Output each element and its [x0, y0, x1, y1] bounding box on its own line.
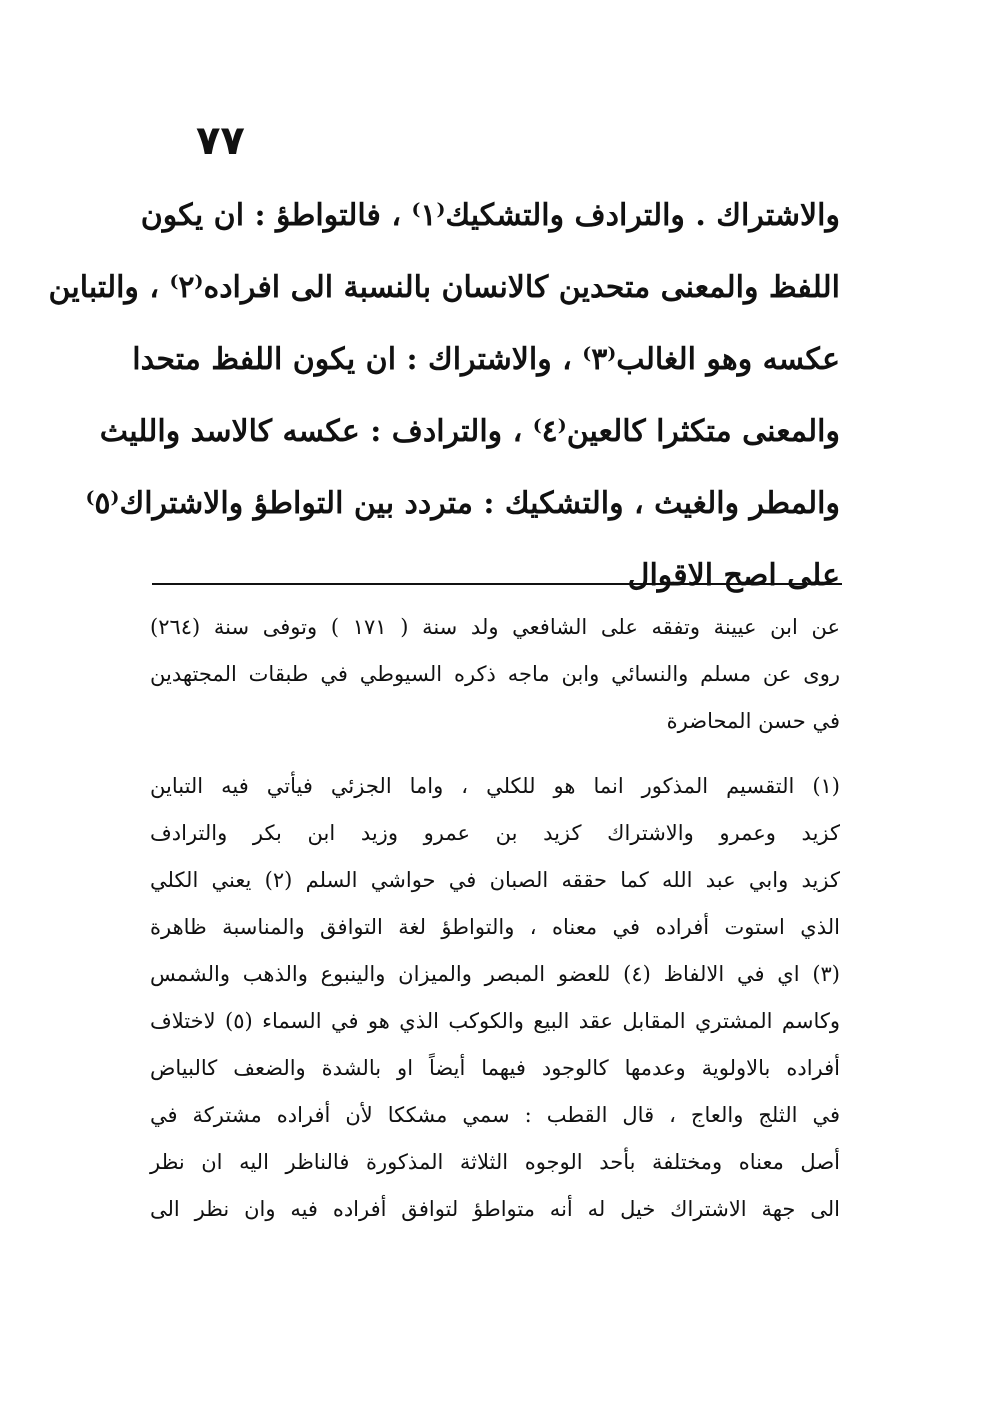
footnote-line: الذي استوت أفراده في معناه ، والتواطؤ لغة التوافق والمناسبة ظاهرة: [150, 915, 840, 939]
footnote-line: أفراده بالاولوية وعدمها كالوجود فيهما أيضاً او بالشدة والضعف كالبياض: [150, 1056, 840, 1080]
main-text: [48, 180, 840, 612]
main-text-line: والاشتراك . والترادف والتشكيك⁽١⁾ ، فالتواطؤ : ان يكون: [140, 198, 840, 233]
footnote-line: أصل معناه ومختلفة بأحد الوجوه الثلاثة المذكورة فالناظر اليه ان نظر: [150, 1150, 840, 1174]
footnote-line: في الثلج والعاج ، قال القطب : سمي مشككا لأن أفراده مشتركة في: [150, 1103, 840, 1127]
footnotes: [150, 604, 840, 1233]
main-text-line: عكسه وهو الغالب⁽٣⁾ ، والاشتراك : ان يكون اللفظ متحدا: [132, 342, 840, 377]
main-text-line: والمطر والغيث ، والتشكيك : متردد بين التواطؤ والاشتراك⁽٥⁾: [85, 486, 840, 521]
footnote-line: (١) التقسيم المذكور انما هو للكلي ، واما الجزئي فيأتي فيه التباين: [150, 774, 840, 798]
footnote-line: كزيد وعمرو والاشتراك كزيد بن عمرو وزيد ابن بكر والترادف: [150, 821, 840, 845]
footnote-line: (٣) اي في الالفاظ (٤) للعضو المبصر والميزان والينبوع والذهب والشمس: [150, 962, 840, 986]
footnote-line: وكاسم المشتري المقابل عقد البيع والكوكب الذي هو في السماء (٥) لاختلاف: [150, 1009, 841, 1033]
footnote-line: كزيد وابي عبد الله كما حققه الصبان في حواشي السلم (٢) يعني الكلي: [150, 868, 840, 892]
footnote-line: روى عن مسلم والنسائي وابن ماجه ذكره السيوطي في طبقات المجتهدين: [150, 662, 840, 686]
page-number: ٧٧: [196, 118, 245, 164]
footnote-line: الى جهة الاشتراك خيل له أنه متواطؤ لتوافق أفراده فيه وان نظر الى: [150, 1197, 840, 1221]
main-text-line: والمعنى متكثرا كالعين⁽٤⁾ ، والترادف : عكسه كالاسد والليث: [99, 414, 840, 449]
footnote-line: في حسن المحاضرة: [666, 709, 840, 733]
footnote-separator: [152, 583, 842, 585]
main-text-line: على اصح الاقوال: [627, 558, 840, 593]
footnote-line: عن ابن عيينة وتفقه على الشافعي ولد سنة ( ١٧١ ) وتوفى سنة (٢٦٤): [150, 615, 840, 639]
main-text-line: اللفظ والمعنى متحدين كالانسان بالنسبة الى افراده⁽٢⁾ ، والتباين: [48, 270, 840, 305]
